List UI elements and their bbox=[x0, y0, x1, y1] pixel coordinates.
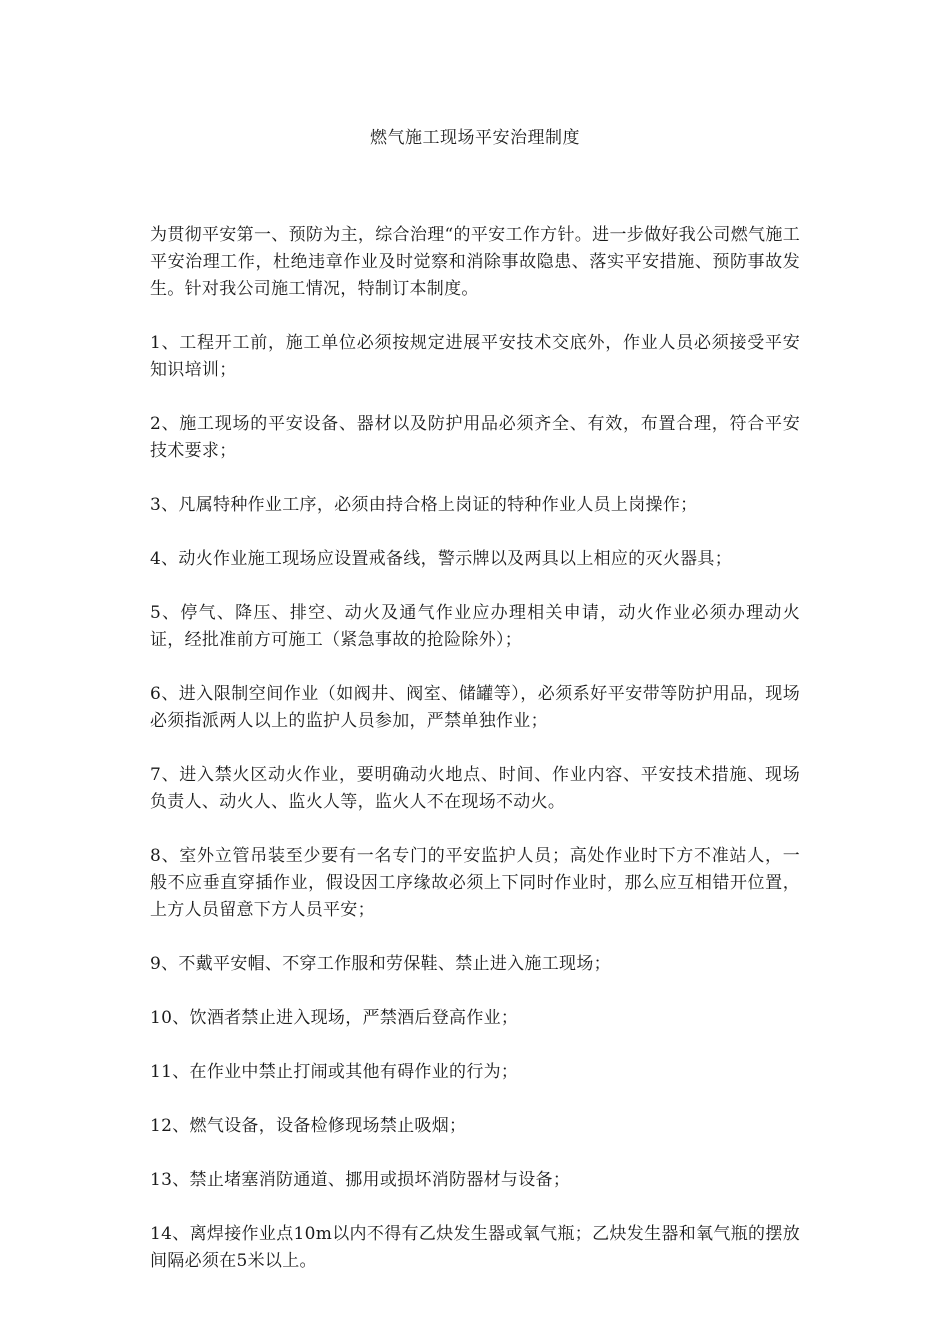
rule-item-8: 8、室外立管吊装至少要有一名专门的平安监护人员；高处作业时下方不准站人，一般不应垂直穿插作业，假设因工序缘故必须上下同时作业时，那么应互相错开位置，上方人员留意下方人员平安； bbox=[150, 846, 800, 920]
rule-item-12: 12、燃气设备，设备检修现场禁止吸烟； bbox=[150, 1116, 467, 1136]
rule-item-6: 6、进入限制空间作业（如阀井、阀室、储罐等），必须系好平安带等防护用品，现场必须指派两人以上的监护人员参加，严禁单独作业； bbox=[150, 684, 800, 731]
rule-item-1: 1、工程开工前，施工单位必须按规定进展平安技术交底外，作业人员必须接受平安知识培训； bbox=[150, 333, 800, 380]
rule-item-4: 4、动火作业施工现场应设置戒备线，警示牌以及两具以上相应的灭火器具； bbox=[150, 549, 733, 569]
rule-item-7: 7、进入禁火区动火作业，要明确动火地点、时间、作业内容、平安技术措施、现场负责人、动火人、监火人等，监火人不在现场不动火。 bbox=[150, 765, 800, 812]
rule-item-3: 3、凡属特种作业工序，必须由持合格上岗证的特种作业人员上岗操作； bbox=[150, 495, 698, 515]
rule-item-9: 9、不戴平安帽、不穿工作服和劳保鞋、禁止进入施工现场； bbox=[150, 954, 611, 974]
document-title: 燃气施工现场平安治理制度 bbox=[370, 128, 580, 148]
intro-paragraph: 为贯彻平安第一、预防为主，综合治理“的平安工作方针。进一步做好我公司燃气施工平安治理工作，杜绝违章作业及时觉察和消除事故隐患、落实平安措施、预防事故发生。针对我公司施工情况，特制订本制度。 bbox=[150, 225, 800, 299]
rule-item-10: 10、饮酒者禁止进入现场，严禁酒后登高作业； bbox=[150, 1008, 519, 1028]
rule-item-14: 14、离焊接作业点10m以内不得有乙炔发生器或氧气瓶；乙炔发生器和氧气瓶的摆放间隔必须在5米以上。 bbox=[150, 1224, 800, 1271]
rule-item-11: 11、在作业中禁止打闹或其他有碍作业的行为； bbox=[150, 1062, 519, 1082]
document-body bbox=[150, 222, 800, 1302]
rule-item-2: 2、施工现场的平安设备、器材以及防护用品必须齐全、有效，布置合理，符合平安技术要求； bbox=[150, 414, 800, 461]
rule-item-5: 5、停气、降压、排空、动火及通气作业应办理相关申请，动火作业必须办理动火证，经批准前方可施工（紧急事故的抢险除外）； bbox=[150, 603, 800, 650]
rule-item-13: 13、禁止堵塞消防通道、挪用或损坏消防器材与设备； bbox=[150, 1170, 571, 1190]
